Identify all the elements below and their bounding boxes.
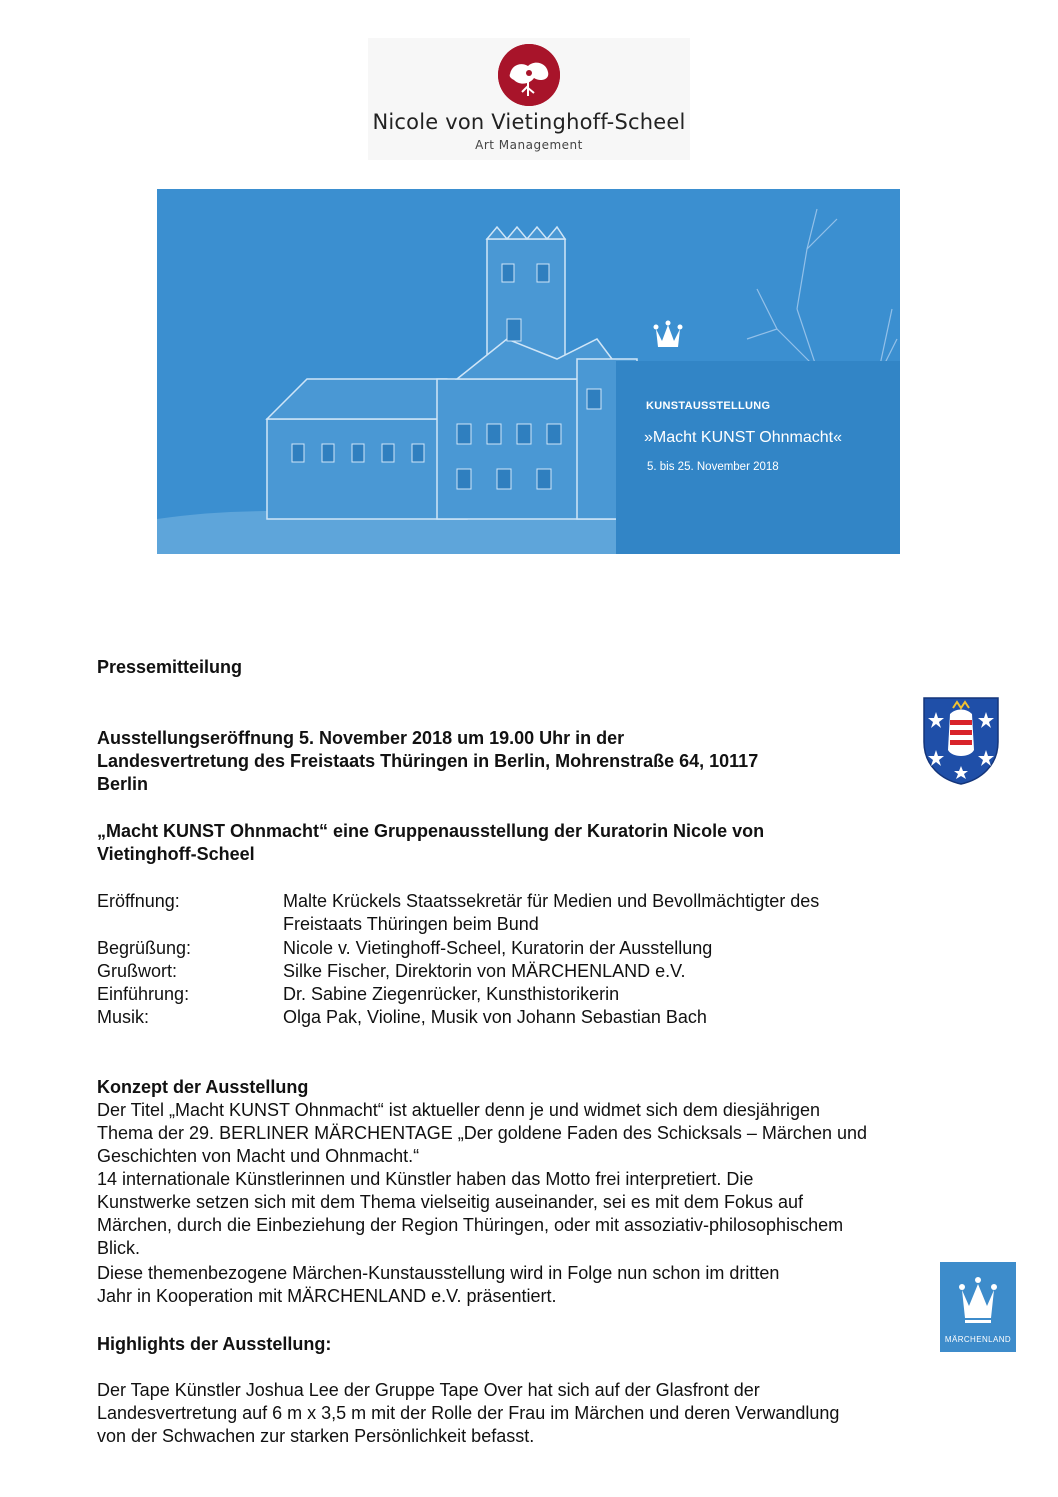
program-value-grusswort: Silke Fischer, Direktorin von MÄRCHENLAND e.V.: [283, 961, 686, 981]
program-label-musik: Musik:: [97, 1007, 150, 1027]
poppy-logo-icon: [498, 44, 560, 106]
concept-paragraph-line: Diese themenbezogene Märchen-Kunstausstellung wird in Folge nun schon im dritten: [97, 1263, 780, 1283]
highlights-paragraph-line: Der Tape Künstler Joshua Lee der Gruppe Tape Over hat sich auf der Glasfront der: [97, 1380, 760, 1400]
banner-title: »Macht KUNST Ohnmacht«: [644, 429, 843, 446]
exhibition-subtitle: „Macht KUNST Ohnmacht“ eine Gruppenausstellung der Kuratorin Nicole von: [97, 821, 765, 841]
concept-paragraph-line: Märchen, durch die Einbeziehung der Region Thüringen, oder mit assoziativ-philosophischem: [97, 1215, 844, 1235]
exhibition-banner: [157, 189, 900, 554]
thuringia-coat-of-arms-icon: [920, 694, 1002, 786]
program-label-einfuehrung: Einführung:: [97, 984, 190, 1004]
concept-paragraph-line: 14 internationale Künstlerinnen und Künstler haben das Motto frei interpretiert. Die: [97, 1169, 754, 1189]
exhibition-subtitle: Vietinghoff-Scheel: [97, 844, 255, 864]
opening-line: Ausstellungseröffnung 5. November 2018 um 19.00 Uhr in der: [97, 728, 625, 748]
program-label-grusswort: Grußwort:: [97, 961, 178, 981]
program-label-begruessung: Begrüßung:: [97, 938, 192, 958]
program-value-einfuehrung: Dr. Sabine Ziegenrücker, Kunsthistorikerin: [283, 984, 620, 1004]
concept-paragraph-line: Kunstwerke setzen sich mit dem Thema vielseitig auseinander, sei es mit dem Fokus auf: [97, 1192, 803, 1212]
banner-text-panel: [616, 361, 900, 554]
concept-paragraph-line: Thema der 29. BERLINER MÄRCHENTAGE „Der goldene Faden des Schicksals – Märchen und: [97, 1123, 867, 1143]
concept-paragraph-line: Der Titel „Macht KUNST Ohnmacht“ ist aktueller denn je und widmet sich dem diesjährigen: [97, 1100, 820, 1120]
concept-paragraph-line: Blick.: [97, 1238, 141, 1258]
program-value-eroeffnung-cont: Freistaats Thüringen beim Bund: [283, 914, 539, 934]
banner-dates: 5. bis 25. November 2018: [647, 461, 779, 473]
program-value-begruessung: Nicole v. Vietinghoff-Scheel, Kuratorin der Ausstellung: [283, 938, 713, 958]
concept-heading: Konzept der Ausstellung: [97, 1077, 309, 1097]
highlights-heading: Highlights der Ausstellung:: [97, 1334, 332, 1354]
program-value-musik: Olga Pak, Violine, Musik von Johann Sebastian Bach: [283, 1007, 707, 1027]
highlights-paragraph-line: Landesvertretung auf 6 m x 3,5 m mit der Rolle der Frau im Märchen und deren Verwandlung: [97, 1403, 840, 1423]
crown-icon: [648, 315, 688, 355]
banner-kicker: KUNSTAUSSTELLUNG: [646, 400, 771, 412]
opening-line: Landesvertretung des Freistaats Thüringen in Berlin, Mohrenstraße 64, 10117: [97, 751, 759, 771]
brand-subtitle: Art Management: [475, 138, 583, 152]
concept-paragraph-line: Jahr in Kooperation mit MÄRCHENLAND e.V. präsentiert.: [97, 1286, 557, 1306]
concept-paragraph-line: Geschichten von Macht und Ohnmacht.“: [97, 1146, 420, 1166]
opening-line: Berlin: [97, 774, 149, 794]
highlights-paragraph-line: von der Schwachen zur starken Persönlichkeit befasst.: [97, 1426, 535, 1446]
brand-logo: [368, 38, 690, 160]
press-heading: Pressemitteilung: [97, 657, 243, 677]
brand-name: Nicole von Vietinghoff-Scheel: [372, 110, 686, 134]
program-label-eroeffnung: Eröffnung:: [97, 891, 180, 911]
program-value-eroeffnung: Malte Krückels Staatssekretär für Medien und Bevollmächtigter des: [283, 891, 820, 911]
maerchenland-logo: [940, 1262, 1016, 1352]
crown-icon: [956, 1272, 1000, 1328]
maerchenland-logo-text: MÄRCHENLAND: [944, 1335, 1012, 1344]
